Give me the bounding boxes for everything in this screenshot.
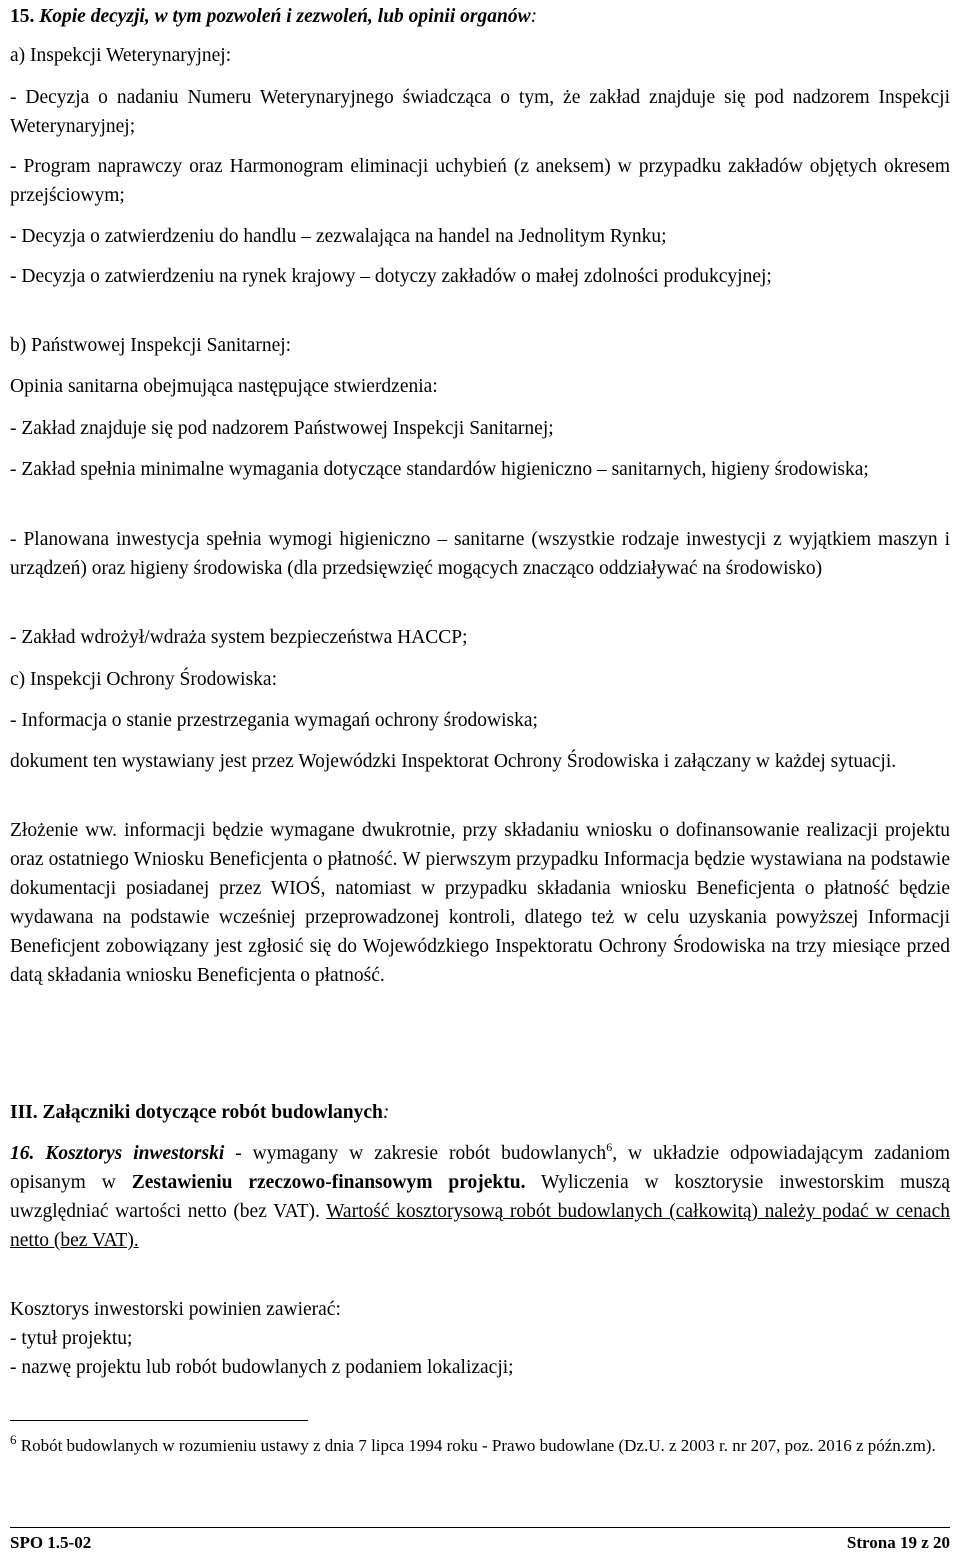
trade-approval-paragraph: - Decyzja o zatwierdzeniu do handlu – zezwalająca na handel na Jednolitym Rynku; <box>10 226 667 247</box>
remedial-program-paragraph: - Program naprawczy oraz Harmonogram eliminacji uchybień (z aneksem) w przypadku zakładów objętych okresem przejściowym; <box>10 156 950 206</box>
sanitary-opinion-intro: Opinia sanitarna obejmująca następujące stwierdzenia: <box>10 376 438 397</box>
subsection-c-title: c) Inspekcji Ochrony Środowiska: <box>10 669 277 690</box>
footnote-ref: 6 <box>606 1140 613 1154</box>
cost-estimate-item-1: - tytuł projektu; <box>10 1328 133 1349</box>
cost-estimate-intro: Kosztorys inwestorski powinien zawierać: <box>10 1299 341 1320</box>
subsection-a-title: a) Inspekcji Weterynaryjnej: <box>10 45 232 66</box>
section-16-paragraph: 16. Kosztorys inwestorski - wymagany w zakresie robót budowlanych$^6$, w układzie odpowiadającym zadaniom opisanym w Zestawieniu rzeczowo-finansowym projektu. Wyliczenia w kosztorysie inwestorskim muszą uwzględniać wartości netto (bez VAT). Wartość kosztorysową robót budowlanych (całkowitą) należy podać w cenach netto (bez VAT). <box>10 1140 951 1251</box>
sanitary-item-1: - Zakład znajduje się pod nadzorem Państwowej Inspekcji Sanitarnej; <box>10 418 554 439</box>
footnote-6: $^6$ Robót budowlanych w rozumieniu ustawy z dnia 7 lipca 1994 roku - Prawo budowlane (Dz.U. z 2003 r. nr 207, poz. 2016 z późn.zm). <box>10 1432 936 1455</box>
domestic-approval-paragraph: - Decyzja o zatwierdzeniu na rynek krajowy – dotyczy zakładów o małej zdolności produkcyjnej; <box>10 266 772 287</box>
vet-decision-paragraph: - Decyzja o nadaniu Numeru Weterynaryjnego świadcząca o tym, że zakład znajduje się pod nadzorem Inspekcji Weterynaryjnej; <box>10 87 950 137</box>
subsection-b-title: b) Państwowej Inspekcji Sanitarnej: <box>10 335 292 356</box>
sanitary-item-2: - Zakład spełnia minimalne wymagania dotyczące standardów higieniczno – sanitarnych, higieny środowiska; <box>10 459 869 480</box>
sanitary-item-3: - Planowana inwestycja spełnia wymogi higieniczno – sanitarne (wszystkie rodzaje inwestycji z wyjątkiem maszyn i urządzeń) oraz higieny środowiska (dla przedsięwzięć mogących znacząco oddziaływać na środowisko) <box>10 529 950 579</box>
cost-estimate-item-2: - nazwę projektu lub robót budowlanych z podaniem lokalizacji; <box>10 1357 514 1378</box>
page-number: Strona 19 z 20 <box>846 1533 950 1552</box>
section-15-heading: 15. Kopie decyzji, w tym pozwoleń i zezwoleń, lub opinii organów: <box>10 6 538 27</box>
environment-doc-paragraph: dokument ten wystawiany jest przez Wojewódzki Inspektorat Ochrony Środowiska i załączany w każdej sytuacji. <box>10 751 897 772</box>
section-iii-heading: III. Załączniki dotyczące robót budowlanych: <box>10 1102 390 1123</box>
submission-paragraph: Złożenie ww. informacji będzie wymagane dwukrotnie, przy składaniu wniosku o dofinansowanie realizacji projektu oraz ostatniego Wniosku Beneficjenta o płatność. W pierwszym przypadku Informacja będzie wystawiana na podstawie dokumentacji posiadanej przez WIOŚ, natomiast w przypadku składania wniosku Beneficjenta o płatność będzie wydawana na podstawie wcześniej przeprowadzonej kontroli, dlatego też w celu uzyskania powyższej Informacji Beneficjent zobowiązany jest zgłosić się do Wojewódzkiego Inspektoratu Ochrony Środowiska na trzy miesiące przed datą składania wniosku Beneficjenta o płatność. <box>10 820 950 986</box>
environment-info-item: - Informacja o stanie przestrzegania wymagań ochrony środowiska; <box>10 710 538 731</box>
sanitary-item-4: - Zakład wdrożył/wdraża system bezpieczeństwa HACCP; <box>10 627 468 648</box>
document-code: SPO 1.5-02 <box>10 1533 92 1552</box>
footer-divider <box>10 1527 950 1528</box>
footnote-divider <box>10 1420 308 1421</box>
